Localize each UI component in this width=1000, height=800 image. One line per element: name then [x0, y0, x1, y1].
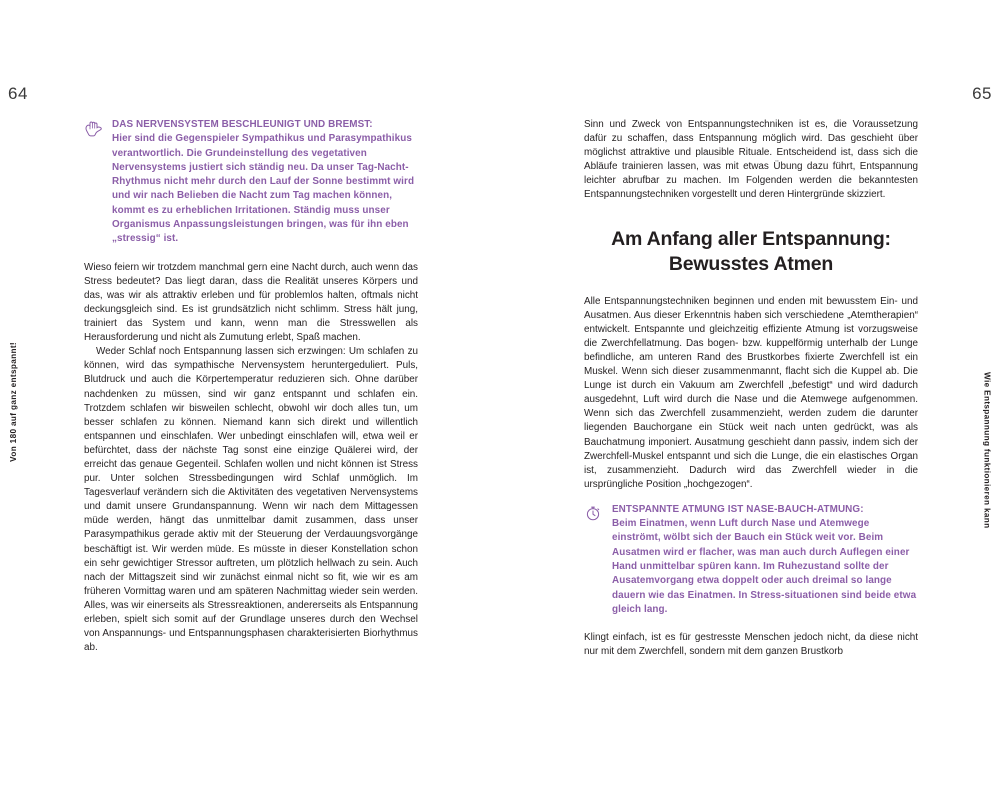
callout-text-left — [112, 118, 418, 247]
section-headline — [584, 227, 918, 277]
callout-heading-right: ENTSPANNTE ATMUNG IST NASE-BAUCH-ATMUNG: — [612, 503, 864, 515]
body-paragraph: Alle Entspannungstechniken beginnen und enden mit bewusstem Ein- und Ausatmen. Aus dieser Erkenntnis haben sich verschiedene „Atemtherapien“ entwickelt. Entspannte und gleichzeitig effiziente Atmung ist vorzugsweise die Zwerchfellatmung. Das bogen- bzw. kuppelförmig unterhalb der Lunge befindliche, am unteren Rand des Brustkorbes fixierte Zwerchfell ist ein Muskel. Wenn sich dieser zusammenmannt, flacht sich die Kuppel ab. Die Lunge ist durch ein Vakuum am Zwerchfell „befestigt“ und wird dadurch ausgedehnt, Luft wird durch die Nase und die Atemwege aufgenommen. Wenn sich das Zwerchfell zusammenzieht, werden zudem die darunter liegenden Bauchorgane ein Stück weit nach unten gedrückt, was als Bauchatmung imponiert. Ausatmung geschieht dann passiv, indem sich der Zwerchfell-Muskel entspannt und sich die Lunge, die ein elastisches Organ ist, zusammenzieht. Dadurch wird das Zwerchfell wieder in die ursprüngliche Position „hochgezogen“. — [584, 295, 918, 490]
paragraph-2: Weder Schlaf noch Entspannung lassen sich erzwingen: Um schlafen zu können, wird das sympathische Nervensystem heruntergeduliert. Puls, Blutdruck und auch die Körpertemperatur reduzieren sich. Ohne darüber nachdenken zu müssen, sind wir ganz entspannt und schlafen ein. Trotzdem schlafen wir bisweilen schlecht, obwohl wir doch alles tun, um besser schlafen zu können. Niemand kann sich direkt und willentlich entspannen und einschlafen. Wer unbedingt einschlafen will, etwa weil er befürchtet, dass der nächste Tag sonst eine einzige Quälerei wird, der erreicht das genaue Gegenteil. Schlafen wollen und nicht können ist Stress pur. Unter solchen Stressbedingungen wird Schlaf unmöglich. Im Tagesverlauf verändern sich die Aktivitäten des vegetativen Nervensystems und damit unsere Grundanspannung. Wenn wir nach dem Mittagessen müde werden, hängt das unmittelbar damit zusammen, dass unser Parasympathikus gerade aktiv mit der Steuerung der Verdauungsvorgänge beschäftigt ist. Wir werden müde. Es müsste in dieser Konstellation schon ein sehr gewichtiger Stressor auftreten, um plötzlich hellwach zu sein. Auch nach der Mittagszeit sind wir zunächst einmal nicht so fit, wie wir es am früheren Vormittag waren und am späteren Nachmittag wieder sein werden. Alles, was wir einerseits als Stressreaktionen, andererseits als Entspannung erleben, spielt sich somit auf der Grundlage unseres durch den Wechsel von Anspannungs- und Entspannungsphasen charakterisierten Biorhythmus ab. — [84, 346, 418, 654]
page-number-left: 64 — [8, 84, 28, 103]
running-head-left: Von 180 auf ganz entspannt! — [9, 342, 18, 462]
running-head-right: Wie Entspannung funktionieren kann — [982, 372, 991, 529]
callout-atmung — [584, 503, 918, 617]
callout-heading-left: DAS NERVENSYSTEM BESCHLEUNIGT UND BREMST: — [112, 119, 373, 130]
spacer — [584, 492, 918, 503]
right-page — [500, 0, 1000, 800]
intro-paragraph: Sinn und Zweck von Entspannungstechniken ist es, die Voraussetzung dafür zu schaffen, dass Entspannung möglich wird. Das geschieht über möglichst attraktive und plausible Rituale. Entscheidend ist, dass sich die Abläufe trainieren lassen, was mit etwas Übung dazu führt, Entspannung leichter abrufbar zu machen. Im Folgenden werden die bekanntesten Entspannungstechniken vorgestellt und deren Hintergründe skizziert. — [584, 119, 918, 201]
page-number-right: 65 — [972, 84, 992, 103]
callout-body-left: Hier sind die Gegenspieler Sympathikus und Parasympathikus verantwortlich. Die Grundeinstellung des vegetativen Nervensystems justiert sich ständig neu. Da unser Tag-Nacht-Rhythmus nicht mehr durch den Lauf der Sonne bestimmt wird und wir nach Belieben die Nacht zum Tag machen können, kommt es zu erheblichen Irritationen. Ständig muss unser Organismus Anpassungsleistungen bringen, was für ihn eben „stressig“ ist. — [112, 133, 415, 245]
callout-text-right — [612, 503, 918, 617]
callout-body-right: Beim Einatmen, wenn Luft durch Nase und Atemwege einströmt, wölbt sich der Bauch ein Stück weit vor. Beim Ausatmen wird er flacher, was man auch durch Auflegen einer Hand unmittelbar spüren kann. Im Ruhezustand sollte der Ausatemvorgang etwa doppelt oder auch dreimal so lange dauern wie das Einatmen. In Stress-situationen sind beide etwa gleich lang. — [612, 518, 917, 615]
headline-line-1: Am Anfang aller Entspannung: — [611, 227, 891, 250]
hand-pointing-icon — [84, 119, 106, 137]
stopwatch-icon — [584, 504, 606, 522]
left-column — [84, 118, 418, 655]
callout-nervensystem — [84, 118, 418, 247]
paragraph-1: Wieso feiern wir trotzdem manchmal gern eine Nacht durch, auch wenn das Stress bedeutet? Das liegt daran, dass die Realität unseres Körpers und das, was wir als attraktiv erleben und für problemlos halten, oftmals nicht deckungsgleich sind. Es ist grundsätzlich nicht schlimm. Stress hält jung, trainiert das System und kann, wenn man die Stresswellen als Herausforderung und nicht als Zumutung erlebt, Spaß machen. — [84, 261, 418, 344]
headline-line-2: Bewusstes Atmen — [668, 252, 834, 275]
right-column — [584, 118, 918, 659]
closing-paragraph: Klingt einfach, ist es für gestresste Menschen jedoch nicht, da diese nicht nur mit dem Zwerchfell, sondern mit dem ganzen Brustkorb — [584, 632, 918, 658]
